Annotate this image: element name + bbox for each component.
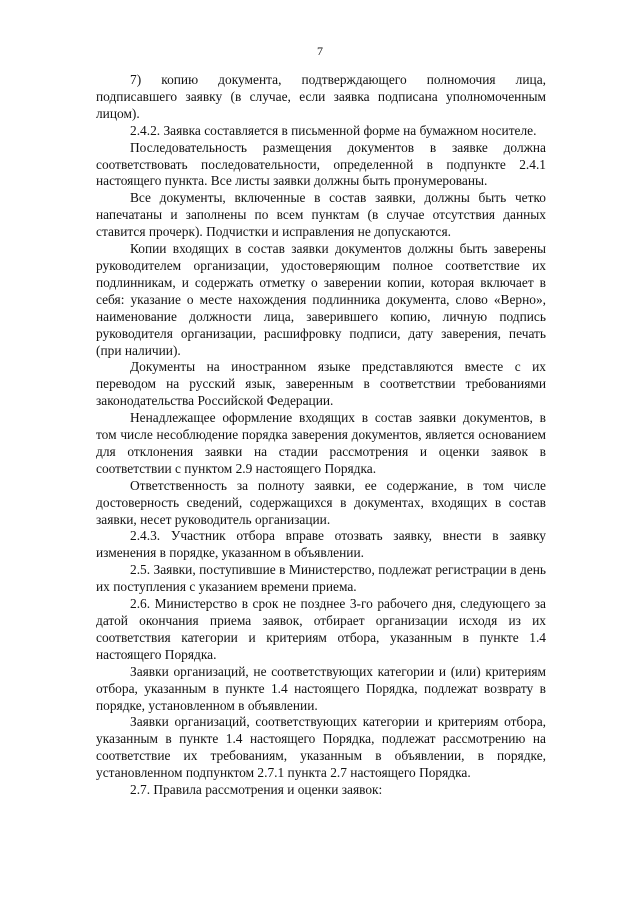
paragraph-copy-certification: Копии входящих в состав заявки документов должны быть заверены руководителем организации, удостоверяющим полное соответствие их подлинникам, и содержать отметку о заверении копии, которая включает в себя: указание о месте нахождения подлинника документа, слово «Верно», наименование должности лица, заверившего копию, личную подпись руководителя организации, расшифровку подписи, дату заверения, печать (при наличии). [96,241,546,358]
paragraph-responsibility: Ответственность за полноту заявки, ее содержание, в том числе достоверность сведений, содержащихся в документах, входящих в состав заявки, несет руководитель организации. [96,477,546,527]
page-number: 7 [317,44,323,58]
paragraph-foreign-language-documents: Документы на иностранном языке представляются вместе с их переводом на русский язык, заверенным в соответствии требованиями законодательства Российской Федерации. [96,359,546,409]
paragraph-printing-requirements: Все документы, включенные в состав заявки, должны быть четко напечатаны и заполнены по всем пунктам (в случае отсутствия данных ставится прочерк). Подчистки и исправления не допускаются. [96,190,546,240]
document-body [96,72,546,799]
paragraph-sequence-requirements: Последовательность размещения документов в заявке должна соответствовать последовательности, определенной в подпункте 2.4.1 настоящего пункта. Все листы заявки должны быть пронумерованы. [96,139,546,189]
paragraph-return-applications: Заявки организаций, не соответствующих категории и (или) критериям отбора, указанным в пункте 1.4 настоящего Порядка, подлежат возврату в порядке, установленном в объявлении. [96,663,546,713]
paragraph-item-7: 7) копию документа, подтверждающего полномочия лица, подписавшего заявку (в случае, если заявка подписана уполномоченным лицом). [96,72,546,121]
paragraph-2-7: 2.7. Правила рассмотрения и оценки заявок: [130,782,383,798]
paragraph-2-4-2: 2.4.2. Заявка составляется в письменной форме на бумажном носителе. [130,122,537,138]
paragraph-2-6: 2.6. Министерство в срок не позднее 3-го рабочего дня, следующего за датой окончания приема заявок, отбирает организации исходя из их соответствия категории и критериям отбора, указанным в пункте 1.4 настоящего Порядка. [96,596,546,662]
paragraph-2-5: 2.5. Заявки, поступившие в Министерство, подлежат регистрации в день их поступления с указанием времени приема. [96,562,546,595]
paragraph-improper-formatting: Ненадлежащее оформление входящих в состав заявки документов, в том числе несоблюдение порядка заверения документов, является основанием для отклонения заявки на стадии рассмотрения и оценки заявок в соответствии с пунктом 2.9 настоящего Порядка. [96,410,546,476]
paragraph-consideration-applications: Заявки организаций, соответствующих категории и критериям отбора, указанным в пункте 1.4 настоящего Порядка, подлежат рассмотрению на соответствие их требованиям, указанным в объявлении, в порядке, установленном подпунктом 2.7.1 пункта 2.7 настоящего Порядка. [96,714,546,781]
paragraph-2-4-3: 2.4.3. Участник отбора вправе отозвать заявку, внести в заявку изменения в порядке, указанном в объявлении. [96,528,546,561]
